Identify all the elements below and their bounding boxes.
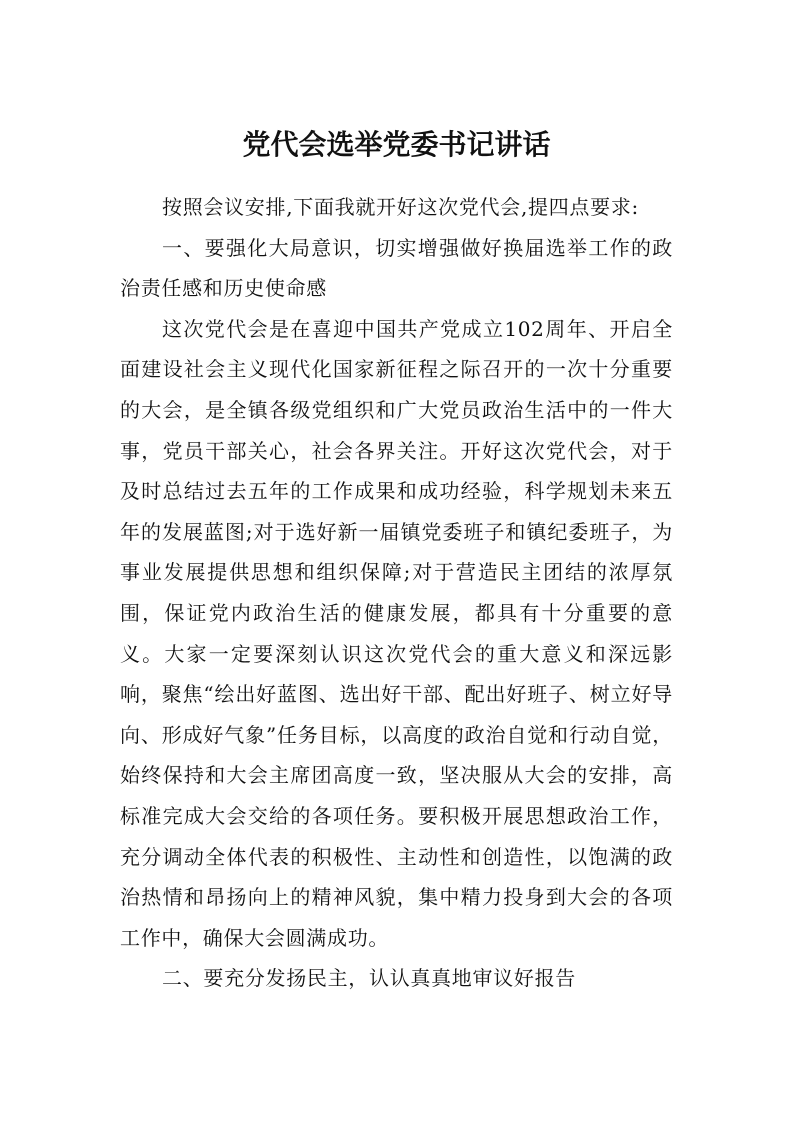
opening-paragraph: 按照会议安排,下面我就开好这次党代会,提四点要求: xyxy=(162,195,639,219)
section-1-paragraph: 这次党代会是在喜迎中国共产党成立102周年、开启全面建设社会主义现代化国家新征程之际召开的一次十分重要的大会，是全镇各级党组织和广大党员政治生活中的一件大事，党员干部关心，社会各界关注。开好这次党代会，对于及时总结过去五年的工作成果和成功经验，科学规划未来五年的发展蓝图;对于选好新一届镇党委班子和镇纪委班子，为事业发展提供思想和组织保障;对于营造民主团结的浓厚氛围，保证党内政治生活的健康发展，都具有十分重要的意义。大家一定要深刻认识这次党代会的重大意义和深远影响，聚焦“绘出好蓝图、选出好干部、配出好班子、树立好导向、形成好气象”任务目标，以高度的政治自觉和行动自觉，始终保持和大会主席团高度一致，坚决服从大会的安排，高标准完成大会交给的各项任务。要积极开展思想政治工作，充分调动全体代表的积极性、主动性和创造性，以饱满的政治热情和昂扬向上的精神风貌，集中精力投身到大会的各项工作中，确保大会圆满成功。 xyxy=(120,316,673,950)
section-heading-2: 二、要充分发扬民主，认认真真地审议好报告 xyxy=(162,966,576,991)
section-heading-1: 一、要强化大局意识，切实增强做好换届选举工作的政治责任感和历史使命感 xyxy=(120,235,673,301)
document-body xyxy=(120,187,673,999)
document-title: 党代会选举党委书记讲话 xyxy=(242,128,551,161)
